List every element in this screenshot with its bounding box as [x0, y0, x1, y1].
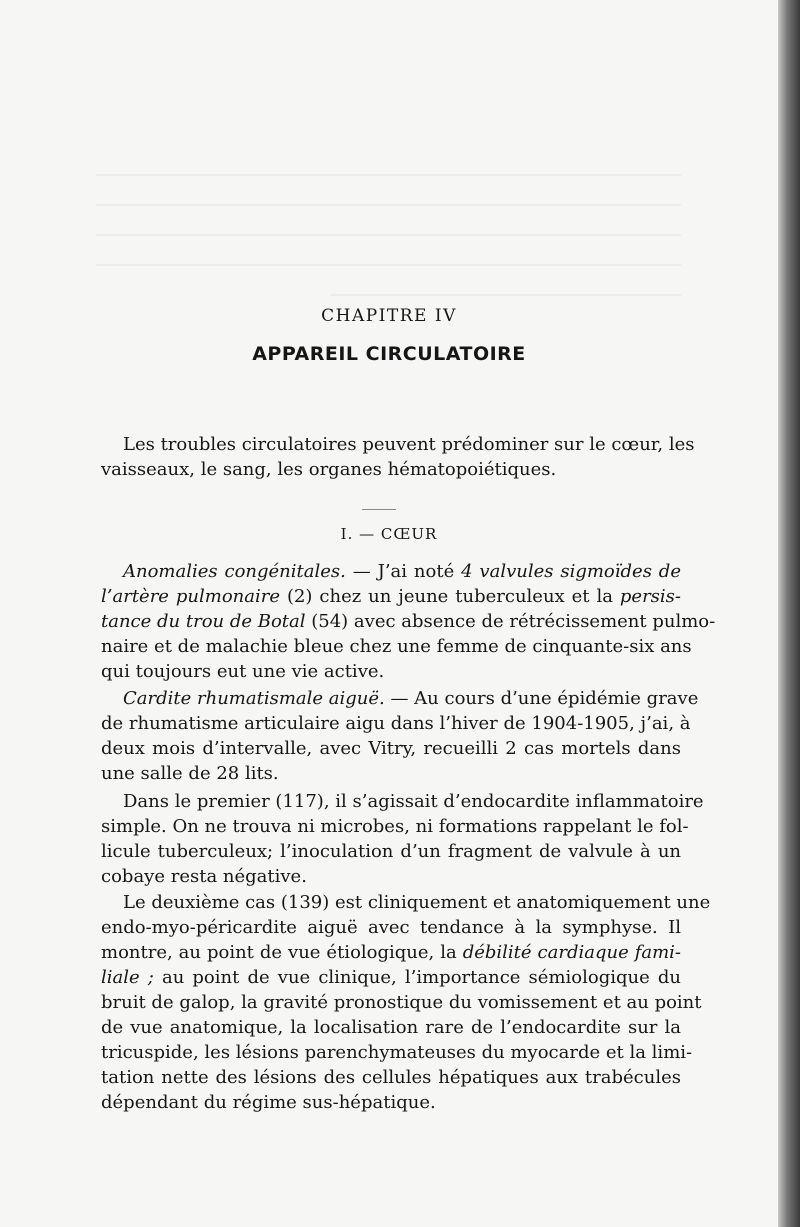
italic-term: persis- — [619, 586, 681, 607]
text-line: Les troubles circulatoires peuvent prédominer sur le cœur, les — [123, 434, 695, 455]
text-line — [101, 965, 681, 990]
text-line — [101, 584, 681, 609]
text-line: une salle de 28 lits. — [101, 763, 279, 784]
page-gutter-shadow — [778, 0, 800, 1227]
text-run: montre, au point de vue étiologique, la — [101, 942, 463, 963]
text-line: endo-myo-péricardite aiguë avec tendance à la symphyse. Il — [101, 917, 681, 938]
text-line: tricuspide, les lésions parenchymateuses du myocarde et la limi- — [101, 1042, 693, 1063]
text-run: (54) avec absence de rétrécissement pulmo- — [305, 611, 716, 632]
text-line: bruit de galop, la gravité pronostique du vomissement et au point — [101, 992, 702, 1013]
text-line: qui toujours eut une vie active. — [101, 661, 385, 682]
text-run: — J’ai noté — [345, 561, 462, 582]
text-run: au point de vue clinique, l’importance sémiologique du — [153, 967, 681, 988]
paragraph-anomalies — [101, 559, 716, 684]
text-run: — Au cours d’une épidémie grave — [384, 688, 699, 709]
text-line — [101, 559, 681, 584]
text-line: vaisseaux, le sang, les organes hématopoiétiques. — [101, 459, 557, 480]
italic-term: liale ; — [101, 967, 154, 988]
paragraph-premier-cas — [101, 789, 704, 889]
bleed-through-top — [96, 150, 681, 300]
paragraph-cardite — [101, 686, 699, 786]
text-line: Le deuxième cas (139) est cliniquement et anatomiquement une — [123, 892, 711, 913]
italic-term: tance du trou de Botal — [101, 611, 306, 632]
italic-term: débilité cardiaque fami- — [462, 942, 681, 963]
text-line — [101, 609, 716, 634]
text-line: simple. On ne trouva ni microbes, ni formations rappelant le fol- — [101, 816, 689, 837]
text-line: naire et de malachie bleue chez une femme de cinquante-six ans — [101, 636, 692, 657]
subsection-heading: I. — CŒUR — [340, 525, 438, 543]
text-line — [101, 940, 681, 965]
text-line — [101, 686, 699, 711]
paragraph-deuxieme-cas — [101, 890, 711, 1115]
text-line: licule tuberculeux; l’inoculation d’un fragment de valvule à un — [101, 841, 681, 862]
chapter-heading: CHAPITRE IV — [321, 306, 457, 326]
text-line: de rhumatisme articulaire aigu dans l’hiver de 1904-1905, j’ai, à — [101, 713, 691, 734]
intro-paragraph — [101, 432, 695, 482]
italic-term: 4 valvules sigmoïdes de — [461, 561, 681, 582]
text-line: deux mois d’intervalle, avec Vitry, recueilli 2 cas mortels dans — [101, 738, 681, 759]
section-title: APPAREIL CIRCULATOIRE — [252, 343, 526, 365]
text-line: Dans le premier (117), il s’agissait d’endocardite inflammatoire — [123, 791, 704, 812]
text-line: cobaye resta négative. — [101, 866, 307, 887]
divider — [362, 509, 396, 510]
italic-term: l’artère pulmonaire — [101, 586, 281, 607]
italic-term: Cardite rhumatismale aiguë. — [123, 688, 385, 709]
text-line: dépendant du régime sus-hépatique. — [101, 1092, 436, 1113]
text-line: de vue anatomique, la localisation rare de l’endocardite sur la — [101, 1017, 681, 1038]
text-run: (2) chez un jeune tuberculeux et la — [280, 586, 620, 607]
text-line: tation nette des lésions des cellules hépatiques aux trabécules — [101, 1067, 681, 1088]
italic-term: Anomalies congénitales. — [123, 561, 346, 582]
